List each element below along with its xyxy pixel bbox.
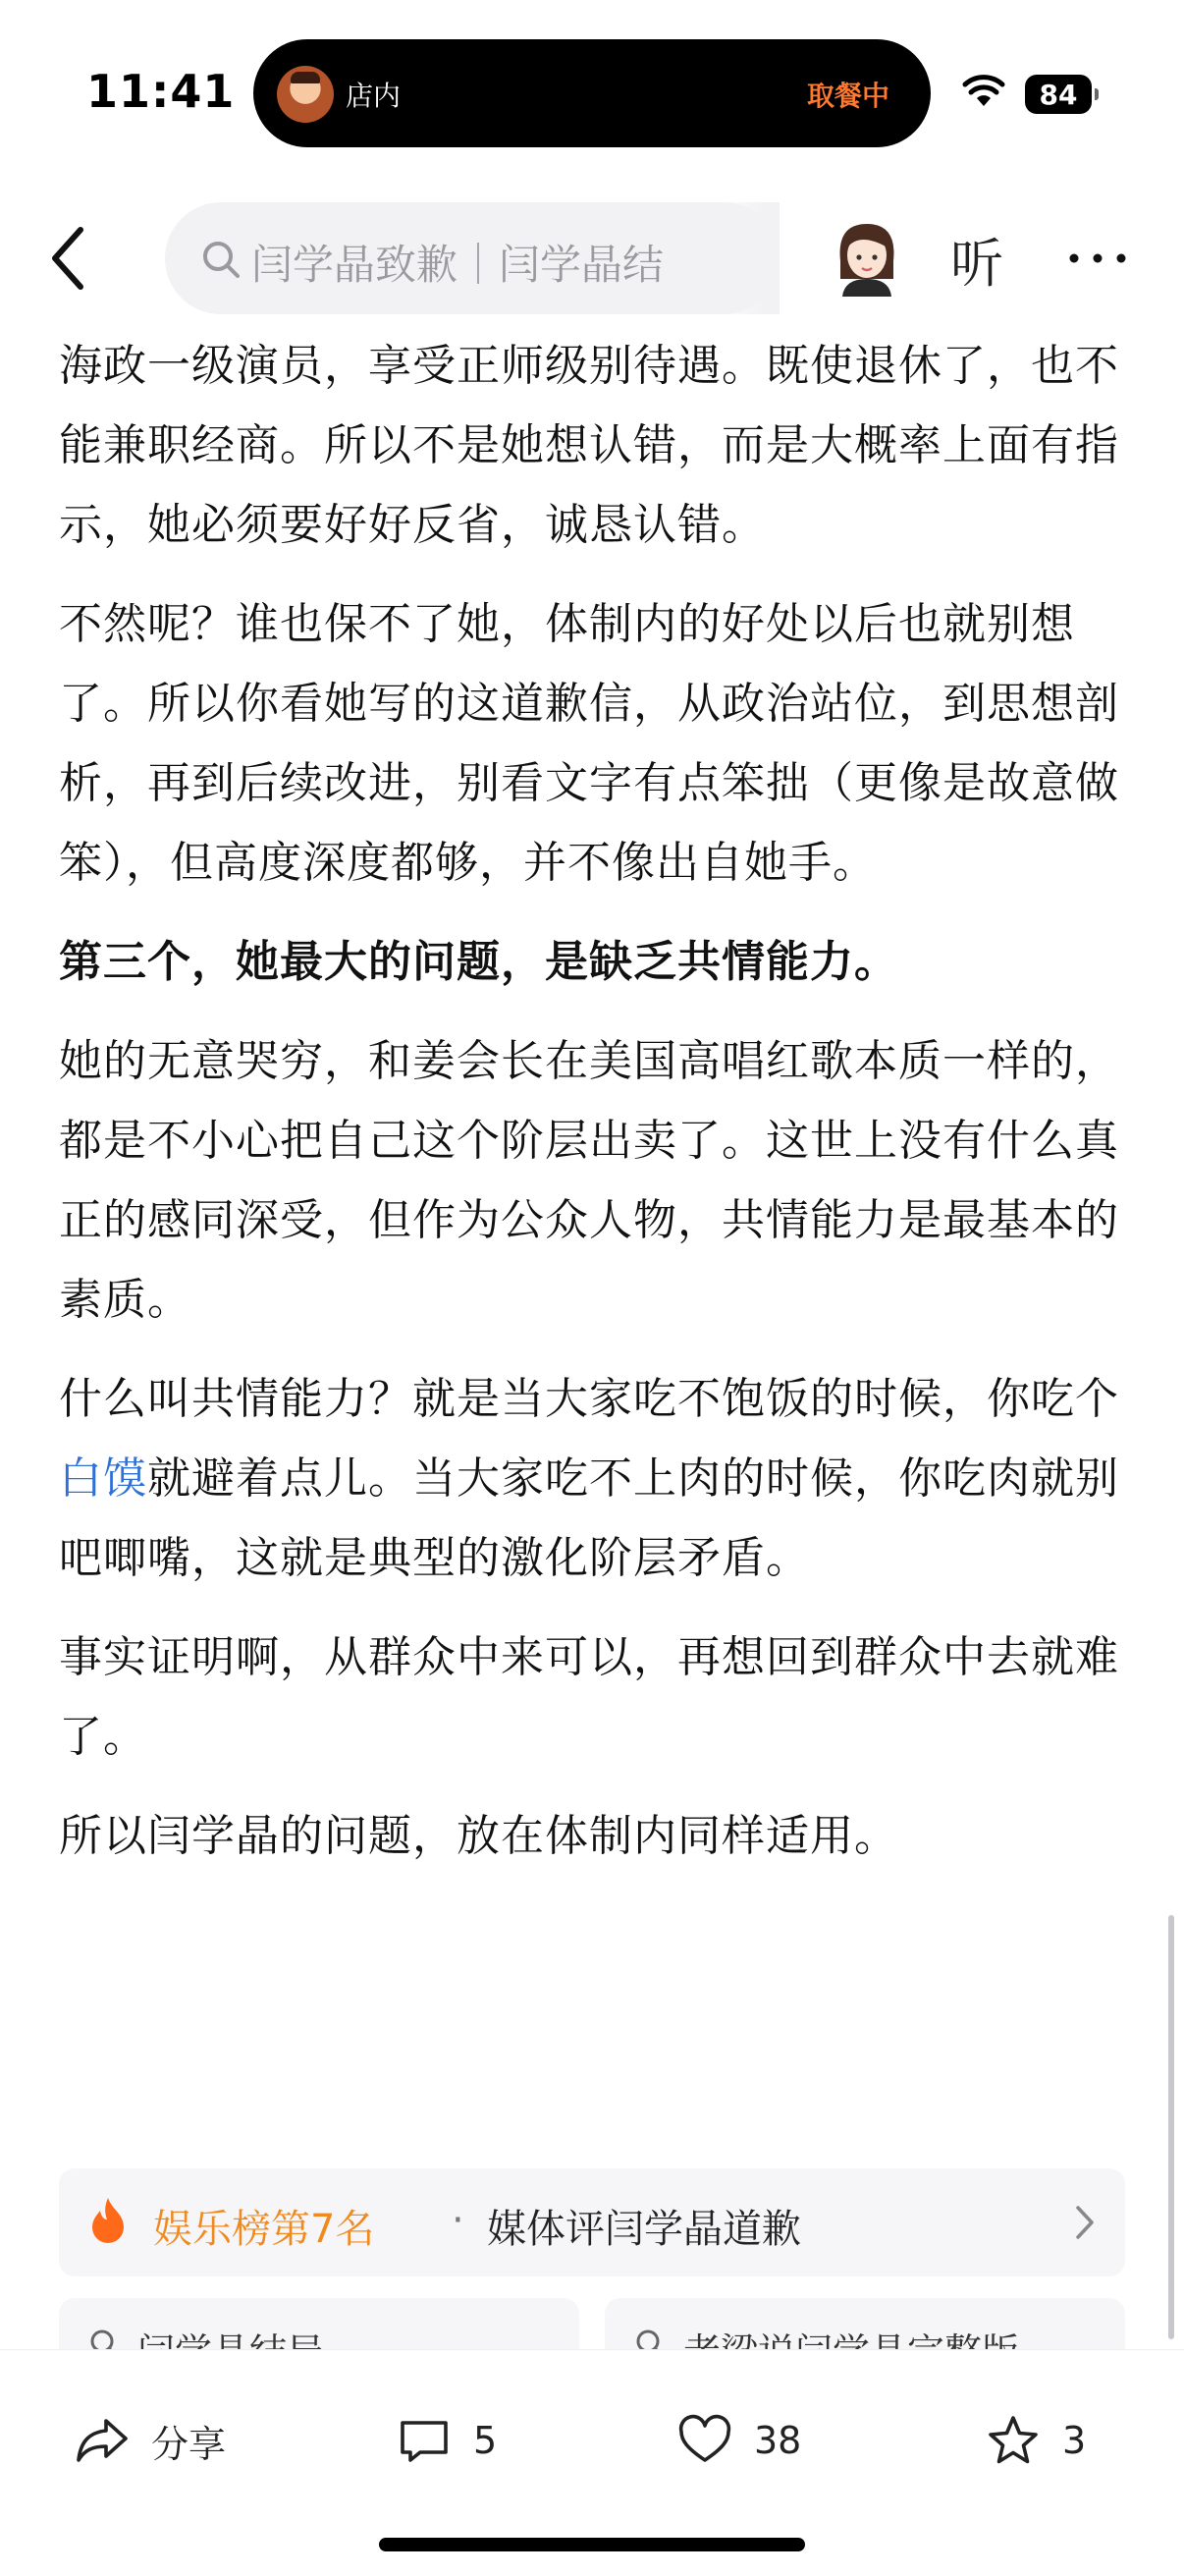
search-placeholder: 闫学晶致歉｜闫学晶结 [251, 241, 665, 289]
author-avatar[interactable] [831, 218, 903, 297]
search-input[interactable] [165, 202, 780, 314]
share-button[interactable] [75, 2411, 226, 2470]
status-time: 11:41 [86, 65, 236, 118]
share-label: 分享 [151, 2422, 227, 2466]
favorite-button[interactable] [986, 2411, 1086, 2470]
related-searches [59, 2298, 1125, 2347]
share-icon [75, 2413, 130, 2468]
heart-icon [677, 2413, 732, 2468]
ranking-topic: 媒体评闫学晶道歉 [487, 2207, 801, 2252]
fire-icon [88, 2196, 128, 2245]
ranking-separator: · [452, 2198, 464, 2243]
paragraph-text: 就避着点儿。当大家吃不上肉的时候，你吃肉就别吧唧嘴，这就是典型的激化阶层矛盾。 [59, 1453, 1119, 1583]
article-paragraph-emphasis: 第三个，她最大的问题，是缺乏共情能力。 [59, 937, 898, 987]
home-indicator[interactable] [379, 2538, 805, 2551]
live-activity-island[interactable] [253, 39, 931, 147]
battery-indicator: 84 [1025, 75, 1092, 114]
ellipsis-icon[interactable] [1066, 244, 1129, 273]
article-paragraph: 她的无意哭穷，和姜会长在美国高唱红歌本质一样的，都是不小心把自己这个阶层出卖了。这世上没有什么真正的感同深受，但作为公众人物，共情能力是最基本的素质。 [59, 1036, 1119, 1325]
scroll-indicator[interactable] [1168, 1915, 1174, 2339]
like-count: 38 [754, 2419, 802, 2462]
ranking-rank: 娱乐榜第7名 [153, 2207, 375, 2252]
ranking-card[interactable] [59, 2168, 1125, 2276]
comment-icon [397, 2413, 452, 2468]
search-link-baimo[interactable]: 白馍 [59, 1453, 147, 1504]
like-button[interactable] [677, 2411, 801, 2470]
comment-button[interactable] [397, 2411, 497, 2470]
article-paragraph: 海政一级演员，享受正师级别待遇。既使退休了，也不能兼职经商。所以不是她想认错，而是大概率上面有指示，她必须要好好反省，诚恳认错。 [59, 341, 1119, 550]
favorite-count: 3 [1062, 2419, 1087, 2462]
search-fade [701, 202, 780, 314]
comment-count: 5 [473, 2419, 498, 2462]
article-paragraph: 不然呢？谁也保不了她，体制内的好处以后也就别想了。所以你看她写的这道歉信，从政治站位，到思想剖析，再到后续改进，别看文字有点笨拙（更像是故意做笨），但高度深度都够，并不像出自她手。 [59, 599, 1119, 888]
listen-button[interactable]: 听 [950, 233, 1003, 295]
chevron-right-icon [1074, 2204, 1096, 2241]
wifi-icon [962, 73, 1005, 108]
search-icon [200, 239, 242, 280]
live-activity-status: 取餐中 [806, 80, 889, 112]
paragraph-text: 什么叫共情能力？就是当大家吃不饱饭的时候，你吃个 [59, 1374, 1119, 1424]
article-paragraph: 事实证明啊，从群众中来可以，再想回到群众中去就难了。 [59, 1632, 1119, 1762]
article-paragraph: 所以闫学晶的问题，放在体制内同样适用。 [59, 1811, 898, 1861]
live-activity-avatar [277, 66, 334, 123]
article-body [59, 326, 1125, 1895]
back-button[interactable] [45, 224, 94, 293]
live-activity-label: 店内 [346, 80, 402, 112]
star-icon [986, 2413, 1041, 2468]
article-paragraph [59, 1359, 1125, 1598]
